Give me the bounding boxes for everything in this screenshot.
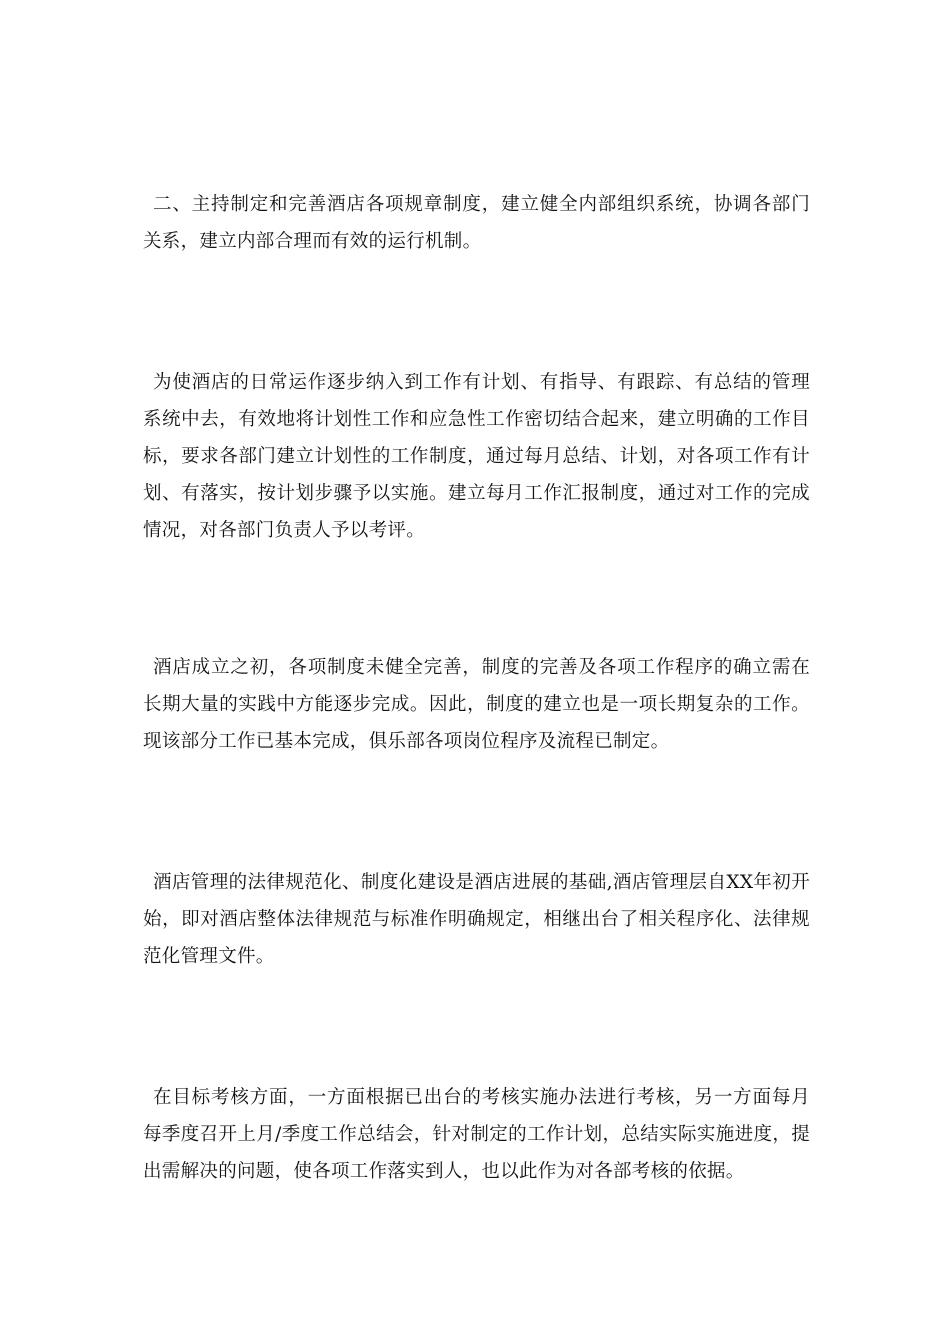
paragraph-rules-and-systems: 二、主持制定和完善酒店各项规章制度，建立健全内部组织系统，协调各部门关系，建立内部合理而有效的运行机制。 [143, 194, 810, 252]
paragraph-target-assessment: 在目标考核方面，一方面根据已出台的考核实施办法进行考核，另一方面每月每季度召开上月/季度工作总结会，针对制定的工作计划，总结实际实施进度，提出需解决的问题，使各项工作落实到人，也以此作为对各部考核的依据。 [143, 1087, 810, 1182]
paragraph-legal-standardization: 酒店管理的法律规范化、制度化建设是酒店进展的基础,酒店管理层自XX年初开始，即对酒店整体法律规范与标准作明确规定，相继出台了相关程序化、法律规范化管理文件。 [143, 872, 810, 967]
paragraph-planning-management: 为使酒店的日常运作逐步纳入到工作有计划、有指导、有跟踪、有总结的管理系统中去，有效地将计划性工作和应急性工作密切结合起来，建立明确的工作目标，要求各部门建立计划性的工作制度，通过每月总结、计划，对各项工作有计划、有落实，按计划步骤予以实施。建立每月工作汇报制度，通过对工作的完成情况，对各部门负责人予以考评。 [143, 372, 810, 541]
paragraph-system-establishment: 酒店成立之初，各项制度未健全完善，制度的完善及各项工作程序的确立需在长期大量的实践中方能逐步完成。因此，制度的建立也是一项长期复杂的工作。现该部分工作已基本完成，俱乐部各项岗位程序及流程已制定。 [143, 657, 810, 752]
